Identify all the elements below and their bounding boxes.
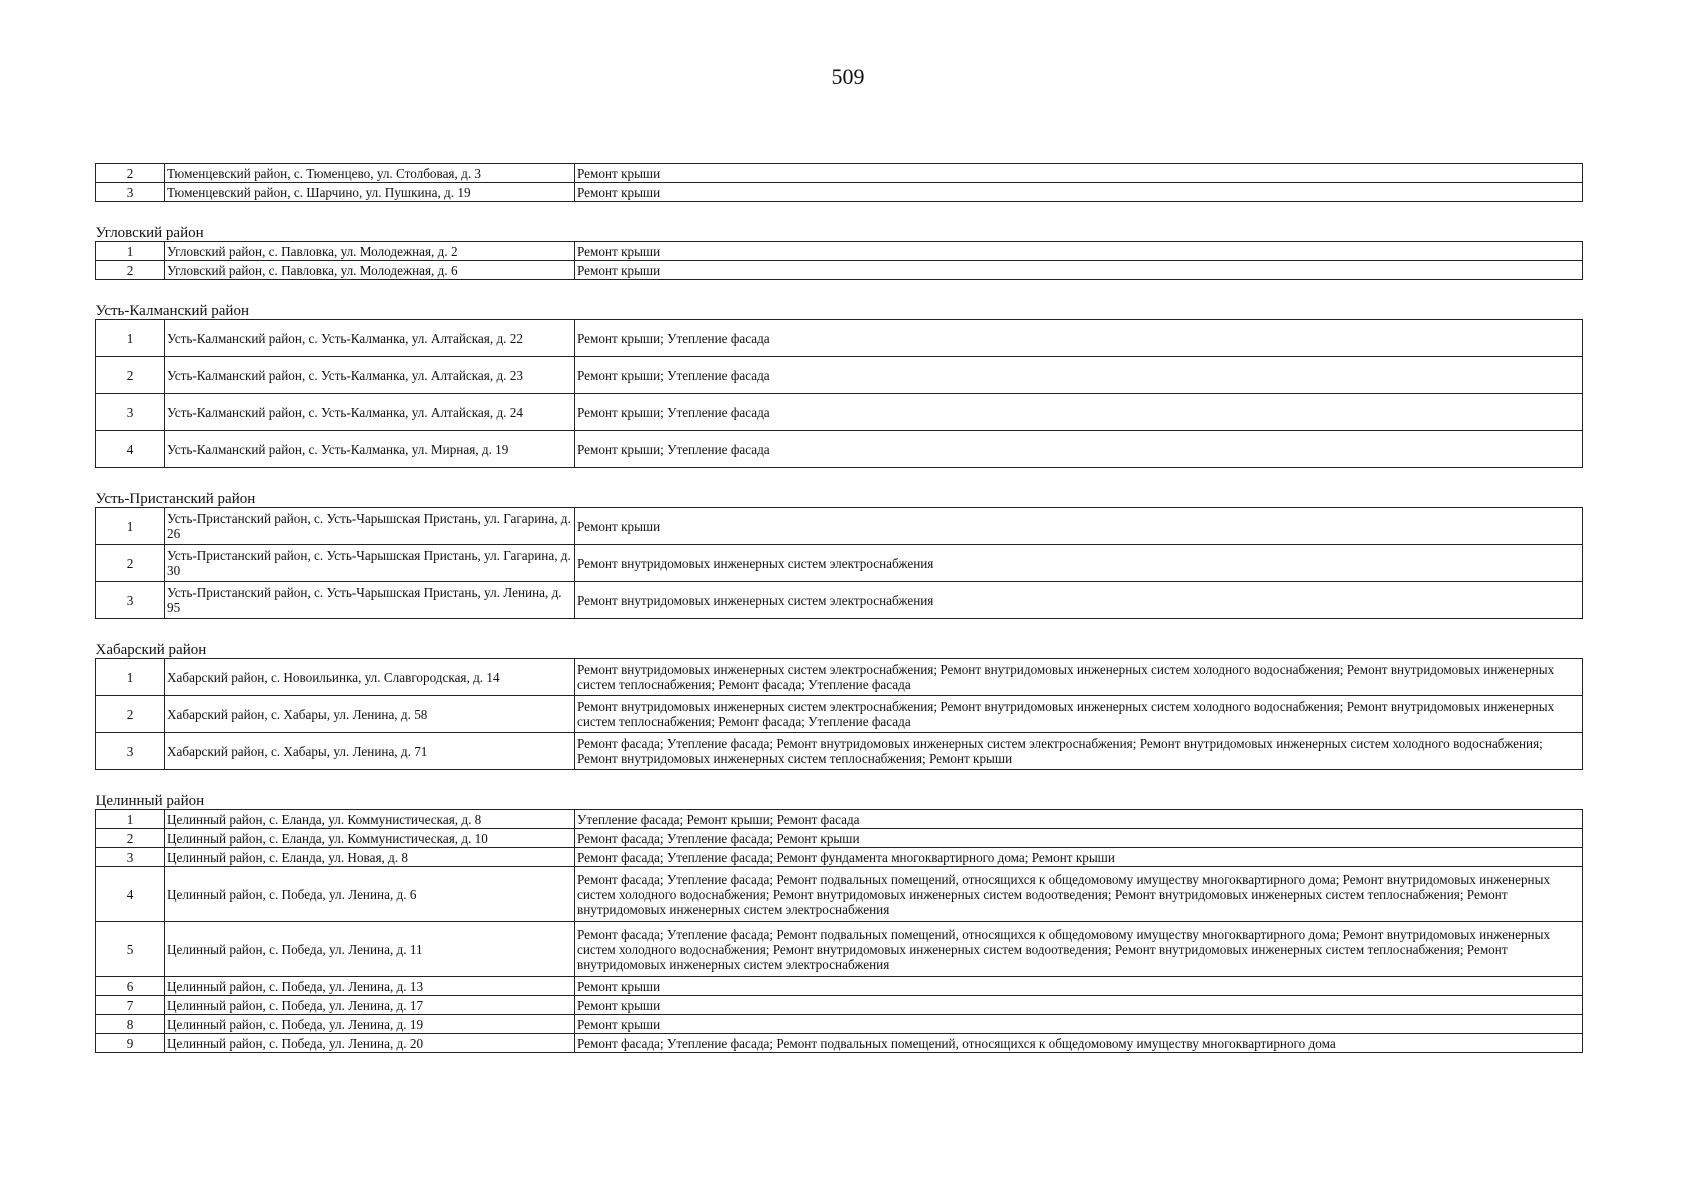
- table-row: [96, 431, 1583, 468]
- work-type-cell: Ремонт крыши: [575, 977, 1583, 996]
- work-type-cell: Ремонт внутридомовых инженерных систем электроснабжения: [575, 545, 1583, 582]
- table-row: [96, 659, 1583, 696]
- address-cell: Усть-Пристанский район, с. Усть-Чарышская Пристань, ул. Гагарина, д. 26: [165, 508, 575, 545]
- district-header-row: [96, 619, 1583, 659]
- work-type-cell: Ремонт крыши: [575, 508, 1583, 545]
- row-number-cell: 6: [96, 977, 165, 996]
- address-cell: Хабарский район, с. Хабары, ул. Ленина, д. 58: [165, 696, 575, 733]
- table-row: [96, 164, 1583, 183]
- district-header-row: [96, 202, 1583, 242]
- table-row: [96, 242, 1583, 261]
- row-number-cell: 1: [96, 659, 165, 696]
- address-cell: Угловский район, с. Павловка, ул. Молодежная, д. 6: [165, 261, 575, 280]
- table-row: [96, 867, 1583, 922]
- address-cell: Целинный район, с. Еланда, ул. Новая, д. 8: [165, 848, 575, 867]
- row-number-cell: 4: [96, 431, 165, 468]
- district-name: Хабарский район: [96, 619, 1583, 659]
- row-number-cell: 2: [96, 829, 165, 848]
- table-row: [96, 696, 1583, 733]
- table-row: [96, 320, 1583, 357]
- table-row: [96, 183, 1583, 202]
- row-number-cell: 8: [96, 1015, 165, 1034]
- address-cell: Тюменцевский район, с. Тюменцево, ул. Столбовая, д. 3: [165, 164, 575, 183]
- table-row: [96, 996, 1583, 1015]
- table-row: [96, 394, 1583, 431]
- work-type-cell: Ремонт крыши; Утепление фасада: [575, 431, 1583, 468]
- table-row: [96, 810, 1583, 829]
- work-type-cell: Ремонт внутридомовых инженерных систем электроснабжения: [575, 582, 1583, 619]
- repair-program-table: [95, 163, 1583, 1053]
- work-type-cell: Ремонт внутридомовых инженерных систем электроснабжения; Ремонт внутридомовых инженерных систем холодного водоснабжения; Ремонт внутридомовых инженерных систем теплоснабжения; Ремонт фасада; Утепление фасада: [575, 659, 1583, 696]
- address-cell: Целинный район, с. Победа, ул. Ленина, д. 19: [165, 1015, 575, 1034]
- row-number-cell: 7: [96, 996, 165, 1015]
- row-number-cell: 3: [96, 733, 165, 770]
- district-header-row: [96, 468, 1583, 508]
- table-row: [96, 977, 1583, 996]
- work-type-cell: Ремонт фасада; Утепление фасада; Ремонт подвальных помещений, относящихся к общедомовому имуществу многоквартирного дома; Ремонт внутридомовых инженерных систем холодного водоснабжения; Ремонт внутридомовых инженерных систем водоотведения; Ремонт внутридомовых инженерных систем теплоснабжения; Ремонт внутридомовых инженерных систем электроснабжения: [575, 867, 1583, 922]
- row-number-cell: 4: [96, 867, 165, 922]
- table-row: [96, 829, 1583, 848]
- address-cell: Усть-Калманский район, с. Усть-Калманка, ул. Алтайская, д. 22: [165, 320, 575, 357]
- address-cell: Усть-Калманский район, с. Усть-Калманка, ул. Алтайская, д. 24: [165, 394, 575, 431]
- row-number-cell: 9: [96, 1034, 165, 1053]
- address-cell: Усть-Пристанский район, с. Усть-Чарышская Пристань, ул. Гагарина, д. 30: [165, 545, 575, 582]
- row-number-cell: 5: [96, 922, 165, 977]
- table-row: [96, 733, 1583, 770]
- address-cell: Усть-Калманский район, с. Усть-Калманка, ул. Мирная, д. 19: [165, 431, 575, 468]
- row-number-cell: 2: [96, 357, 165, 394]
- district-header-row: [96, 280, 1583, 320]
- work-type-cell: Ремонт крыши: [575, 261, 1583, 280]
- address-cell: Целинный район, с. Победа, ул. Ленина, д. 20: [165, 1034, 575, 1053]
- address-cell: Целинный район, с. Победа, ул. Ленина, д. 17: [165, 996, 575, 1015]
- row-number-cell: 3: [96, 183, 165, 202]
- table-row: [96, 357, 1583, 394]
- table-row: [96, 1034, 1583, 1053]
- row-number-cell: 1: [96, 810, 165, 829]
- table-row: [96, 261, 1583, 280]
- work-type-cell: Ремонт крыши; Утепление фасада: [575, 320, 1583, 357]
- address-cell: Тюменцевский район, с. Шарчино, ул. Пушкина, д. 19: [165, 183, 575, 202]
- work-type-cell: Ремонт крыши; Утепление фасада: [575, 357, 1583, 394]
- district-name: Усть-Калманский район: [96, 280, 1583, 320]
- row-number-cell: 3: [96, 582, 165, 619]
- table-row: [96, 545, 1583, 582]
- address-cell: Целинный район, с. Победа, ул. Ленина, д. 11: [165, 922, 575, 977]
- work-type-cell: Ремонт фасада; Утепление фасада; Ремонт фундамента многоквартирного дома; Ремонт крыши: [575, 848, 1583, 867]
- row-number-cell: 2: [96, 164, 165, 183]
- page-number: 509: [831, 64, 865, 89]
- row-number-cell: 3: [96, 848, 165, 867]
- district-name: Целинный район: [96, 770, 1583, 810]
- address-cell: Усть-Пристанский район, с. Усть-Чарышская Пристань, ул. Ленина, д. 95: [165, 582, 575, 619]
- work-type-cell: Ремонт внутридомовых инженерных систем электроснабжения; Ремонт внутридомовых инженерных систем холодного водоснабжения; Ремонт внутридомовых инженерных систем теплоснабжения; Ремонт фасада; Утепление фасада: [575, 696, 1583, 733]
- document-sheet: [95, 163, 1583, 1053]
- address-cell: Хабарский район, с. Хабары, ул. Ленина, д. 71: [165, 733, 575, 770]
- table-row: [96, 582, 1583, 619]
- work-type-cell: Ремонт крыши: [575, 1015, 1583, 1034]
- address-cell: Целинный район, с. Еланда, ул. Коммунистическая, д. 8: [165, 810, 575, 829]
- address-cell: Угловский район, с. Павловка, ул. Молодежная, д. 2: [165, 242, 575, 261]
- row-number-cell: 1: [96, 242, 165, 261]
- work-type-cell: Ремонт крыши; Утепление фасада: [575, 394, 1583, 431]
- row-number-cell: 2: [96, 261, 165, 280]
- work-type-cell: Ремонт крыши: [575, 183, 1583, 202]
- work-type-cell: Ремонт фасада; Утепление фасада; Ремонт крыши: [575, 829, 1583, 848]
- work-type-cell: Ремонт крыши: [575, 996, 1583, 1015]
- work-type-cell: Ремонт фасада; Утепление фасада; Ремонт подвальных помещений, относящихся к общедомовому имуществу многоквартирного дома; Ремонт внутридомовых инженерных систем холодного водоснабжения; Ремонт внутридомовых инженерных систем водоотведения; Ремонт внутридомовых инженерных систем теплоснабжения; Ремонт внутридомовых инженерных систем электроснабжения: [575, 922, 1583, 977]
- row-number-cell: 2: [96, 696, 165, 733]
- row-number-cell: 1: [96, 508, 165, 545]
- address-cell: Целинный район, с. Победа, ул. Ленина, д. 13: [165, 977, 575, 996]
- row-number-cell: 3: [96, 394, 165, 431]
- address-cell: Хабарский район, с. Новоильинка, ул. Славгородская, д. 14: [165, 659, 575, 696]
- row-number-cell: 1: [96, 320, 165, 357]
- district-name: Усть-Пристанский район: [96, 468, 1583, 508]
- row-number-cell: 2: [96, 545, 165, 582]
- table-row: [96, 922, 1583, 977]
- table-row: [96, 1015, 1583, 1034]
- work-type-cell: Ремонт крыши: [575, 164, 1583, 183]
- address-cell: Усть-Калманский район, с. Усть-Калманка, ул. Алтайская, д. 23: [165, 357, 575, 394]
- table-body: [96, 164, 1583, 1053]
- work-type-cell: Ремонт крыши: [575, 242, 1583, 261]
- address-cell: Целинный район, с. Еланда, ул. Коммунистическая, д. 10: [165, 829, 575, 848]
- table-row: [96, 508, 1583, 545]
- work-type-cell: Утепление фасада; Ремонт крыши; Ремонт фасада: [575, 810, 1583, 829]
- district-name: Угловский район: [96, 202, 1583, 242]
- work-type-cell: Ремонт фасада; Утепление фасада; Ремонт внутридомовых инженерных систем электроснабжения; Ремонт внутридомовых инженерных систем холодного водоснабжения; Ремонт внутридомовых инженерных систем теплоснабжения; Ремонт крыши: [575, 733, 1583, 770]
- address-cell: Целинный район, с. Победа, ул. Ленина, д. 6: [165, 867, 575, 922]
- district-header-row: [96, 770, 1583, 810]
- table-row: [96, 848, 1583, 867]
- work-type-cell: Ремонт фасада; Утепление фасада; Ремонт подвальных помещений, относящихся к общедомовому имуществу многоквартирного дома: [575, 1034, 1583, 1053]
